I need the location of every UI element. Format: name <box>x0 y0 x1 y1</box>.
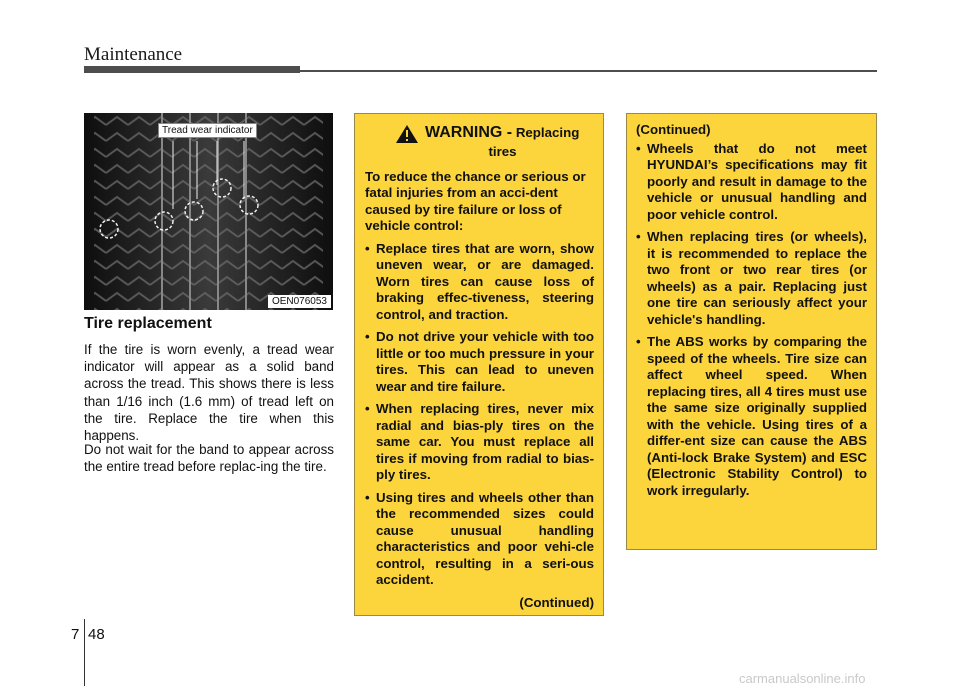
section-title: Tire replacement <box>84 315 212 332</box>
tread-wear-indicator-label: Tread wear indicator <box>158 123 257 138</box>
footer-divider <box>84 619 85 686</box>
watermark: carmanualsonline.info <box>739 671 866 686</box>
warning-subtitle-line2: tires <box>488 144 517 159</box>
list-item: • When replacing tires (or wheels), it is recommended to replace the two front or two rear tires (or wheels) as a pair. Replacing just one tire can seriously affect your vehicle's handling. <box>636 229 867 328</box>
header-rule-thick <box>84 66 300 73</box>
continued-note: (Continued) <box>519 594 594 610</box>
warning-triangle-icon <box>395 124 419 144</box>
warning-header <box>365 124 594 144</box>
list-item: • The ABS works by comparing the speed of the wheels. Tire size can affect wheel speed. When replacing tires, all 4 tires must use the same size originally supplied with the vehicle. Using tires of a differ-ent size can cause the ABS (Anti-lock Brake System) and ESC (Electronic Stability Control) to work irregularly. <box>636 334 867 499</box>
header-rule-thin <box>300 70 877 72</box>
tire-tread-illustration <box>84 113 333 310</box>
list-item: • Do not drive your vehicle with too little or too much pressure in your tires. This can lead to uneven wear and tire failure. <box>365 329 594 395</box>
warning-subtitle: Replacing <box>515 125 580 140</box>
list-item: • Replace tires that are worn, show uneven wear, or are damaged. Worn tires can cause loss of braking effec-tiveness, steering control, and traction. <box>365 241 594 324</box>
continued-bullet-list <box>636 141 867 500</box>
warning-bullet-list <box>365 241 594 589</box>
list-item: • When replacing tires, never mix radial and bias-ply tires on the same car. You must replace all tires if moving from radial to bias-ply tires. <box>365 401 594 484</box>
warning-intro: To reduce the chance or serious or fatal injuries from an acci-dent caused by tire failure or loss of vehicle control: <box>365 168 586 233</box>
figure-code: OEN076053 <box>268 295 331 308</box>
section-number: 7 <box>71 626 80 643</box>
warning-title: WARNING - <box>425 124 513 141</box>
page-number: 48 <box>88 626 105 643</box>
warning-box <box>354 113 604 616</box>
tire-tread-figure <box>84 113 333 310</box>
continued-warning-box <box>626 113 877 550</box>
continued-label: (Continued) <box>636 122 711 137</box>
body-paragraph: If the tire is worn evenly, a tread wear indicator will appear as a solid band across the tread. This shows there is less than 1/16 inch (1.6 mm) of tread left on the tire. Replace the tire when this happens. <box>84 342 334 444</box>
list-item: • Wheels that do not meet HYUNDAI’s specifications may fit poorly and result in damage to the vehicle or unusual handling and poor vehicle control. <box>636 141 867 224</box>
page-header-title: Maintenance <box>84 44 183 65</box>
body-paragraph: Do not wait for the band to appear across the entire tread before replac-ing the tire. <box>84 442 334 475</box>
list-item: • Using tires and wheels other than the recommended sizes could cause unusual handling characteristics and poor vehi-cle control, resulting in a seri-ous accident. <box>365 490 594 589</box>
